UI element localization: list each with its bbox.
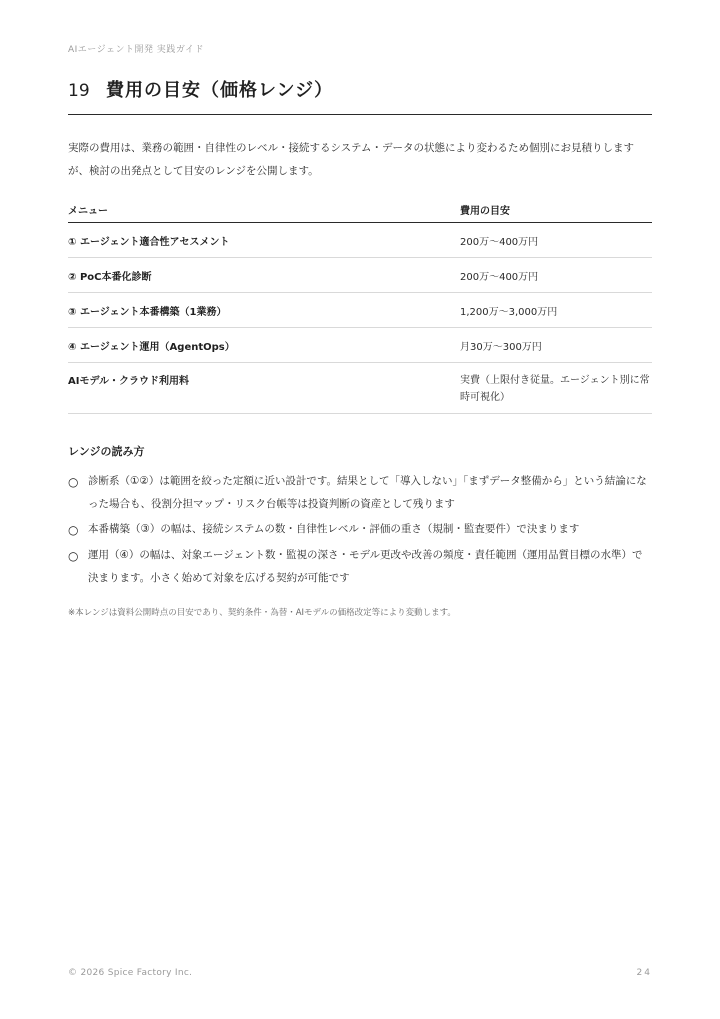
copyright: © 2026 Spice Factory Inc. — [68, 968, 193, 978]
section-number: 19 — [68, 81, 90, 101]
range-guide-list — [68, 470, 652, 592]
price-cell: 月30万〜300万円 — [460, 341, 542, 353]
list-item — [68, 518, 652, 542]
menu-cell: AIモデル・クラウド利用料 — [68, 376, 189, 387]
menu-cell: ④ エージェント運用（AgentOps） — [68, 341, 235, 353]
list-item — [68, 470, 652, 516]
table-header-row — [68, 196, 652, 223]
circle-bullet-icon: ○ — [68, 475, 79, 489]
section-heading: 費用の目安（価格レンジ） — [106, 80, 334, 101]
price-table — [68, 196, 652, 414]
table-row — [68, 293, 652, 328]
circle-bullet-icon: ○ — [68, 523, 79, 537]
list-item — [68, 544, 652, 590]
price-cell: 1,200万〜3,000万円 — [460, 306, 558, 318]
table-row — [68, 258, 652, 293]
running-header: AIエージェント開発 実践ガイド — [68, 45, 205, 55]
menu-cell: ③ エージェント本番構築（1業務） — [68, 306, 227, 318]
table-row — [68, 328, 652, 363]
circle-bullet-icon: ○ — [68, 549, 79, 563]
list-item-text: 運用（④）の幅は、対象エージェント数・監視の深さ・モデル更改や改善の頻度・責任範囲（運用品質目標の水準）で決まります。小さく始めて対象を広げる契約が可能です — [88, 549, 643, 584]
price-cell: 200万〜400万円 — [460, 271, 539, 283]
price-cell: 200万〜400万円 — [460, 236, 539, 248]
table-row — [68, 223, 652, 258]
section-title — [68, 76, 652, 102]
title-divider — [68, 114, 652, 115]
footnote: ※本レンジは資料公開時点の目安であり、契約条件・為替・AIモデルの価格改定等により変動します。 — [68, 608, 456, 618]
list-item-text: 本番構築（③）の幅は、接続システムの数・自律性レベル・評価の重さ（規制・監査要件）で決まります — [88, 523, 580, 535]
table-row — [68, 363, 652, 414]
price-cell: 実費（上限付き従量。エージェント別に常時可視化） — [460, 375, 650, 403]
column-header-menu: メニュー — [68, 205, 108, 217]
intro-paragraph: 実際の費用は、業務の範囲・自律性のレベル・接続するシステム・データの状態により変わるため個別にお見積りしますが、検討の出発点として目安のレンジを公開します。 — [68, 142, 634, 177]
menu-cell: ① エージェント適合性アセスメント — [68, 236, 230, 248]
list-item-text: 診断系（①②）は範囲を絞った定額に近い設計です。結果として「導入しない」「まずデータ整備から」という結論になった場合も、役割分担マップ・リスク台帳等は投資判断の資産として残ります — [88, 475, 647, 510]
column-header-price: 費用の目安 — [460, 205, 510, 217]
page-number: 24 — [636, 968, 652, 978]
menu-cell: ② PoC本番化診断 — [68, 271, 152, 283]
range-guide-heading: レンジの読み方 — [68, 445, 145, 458]
